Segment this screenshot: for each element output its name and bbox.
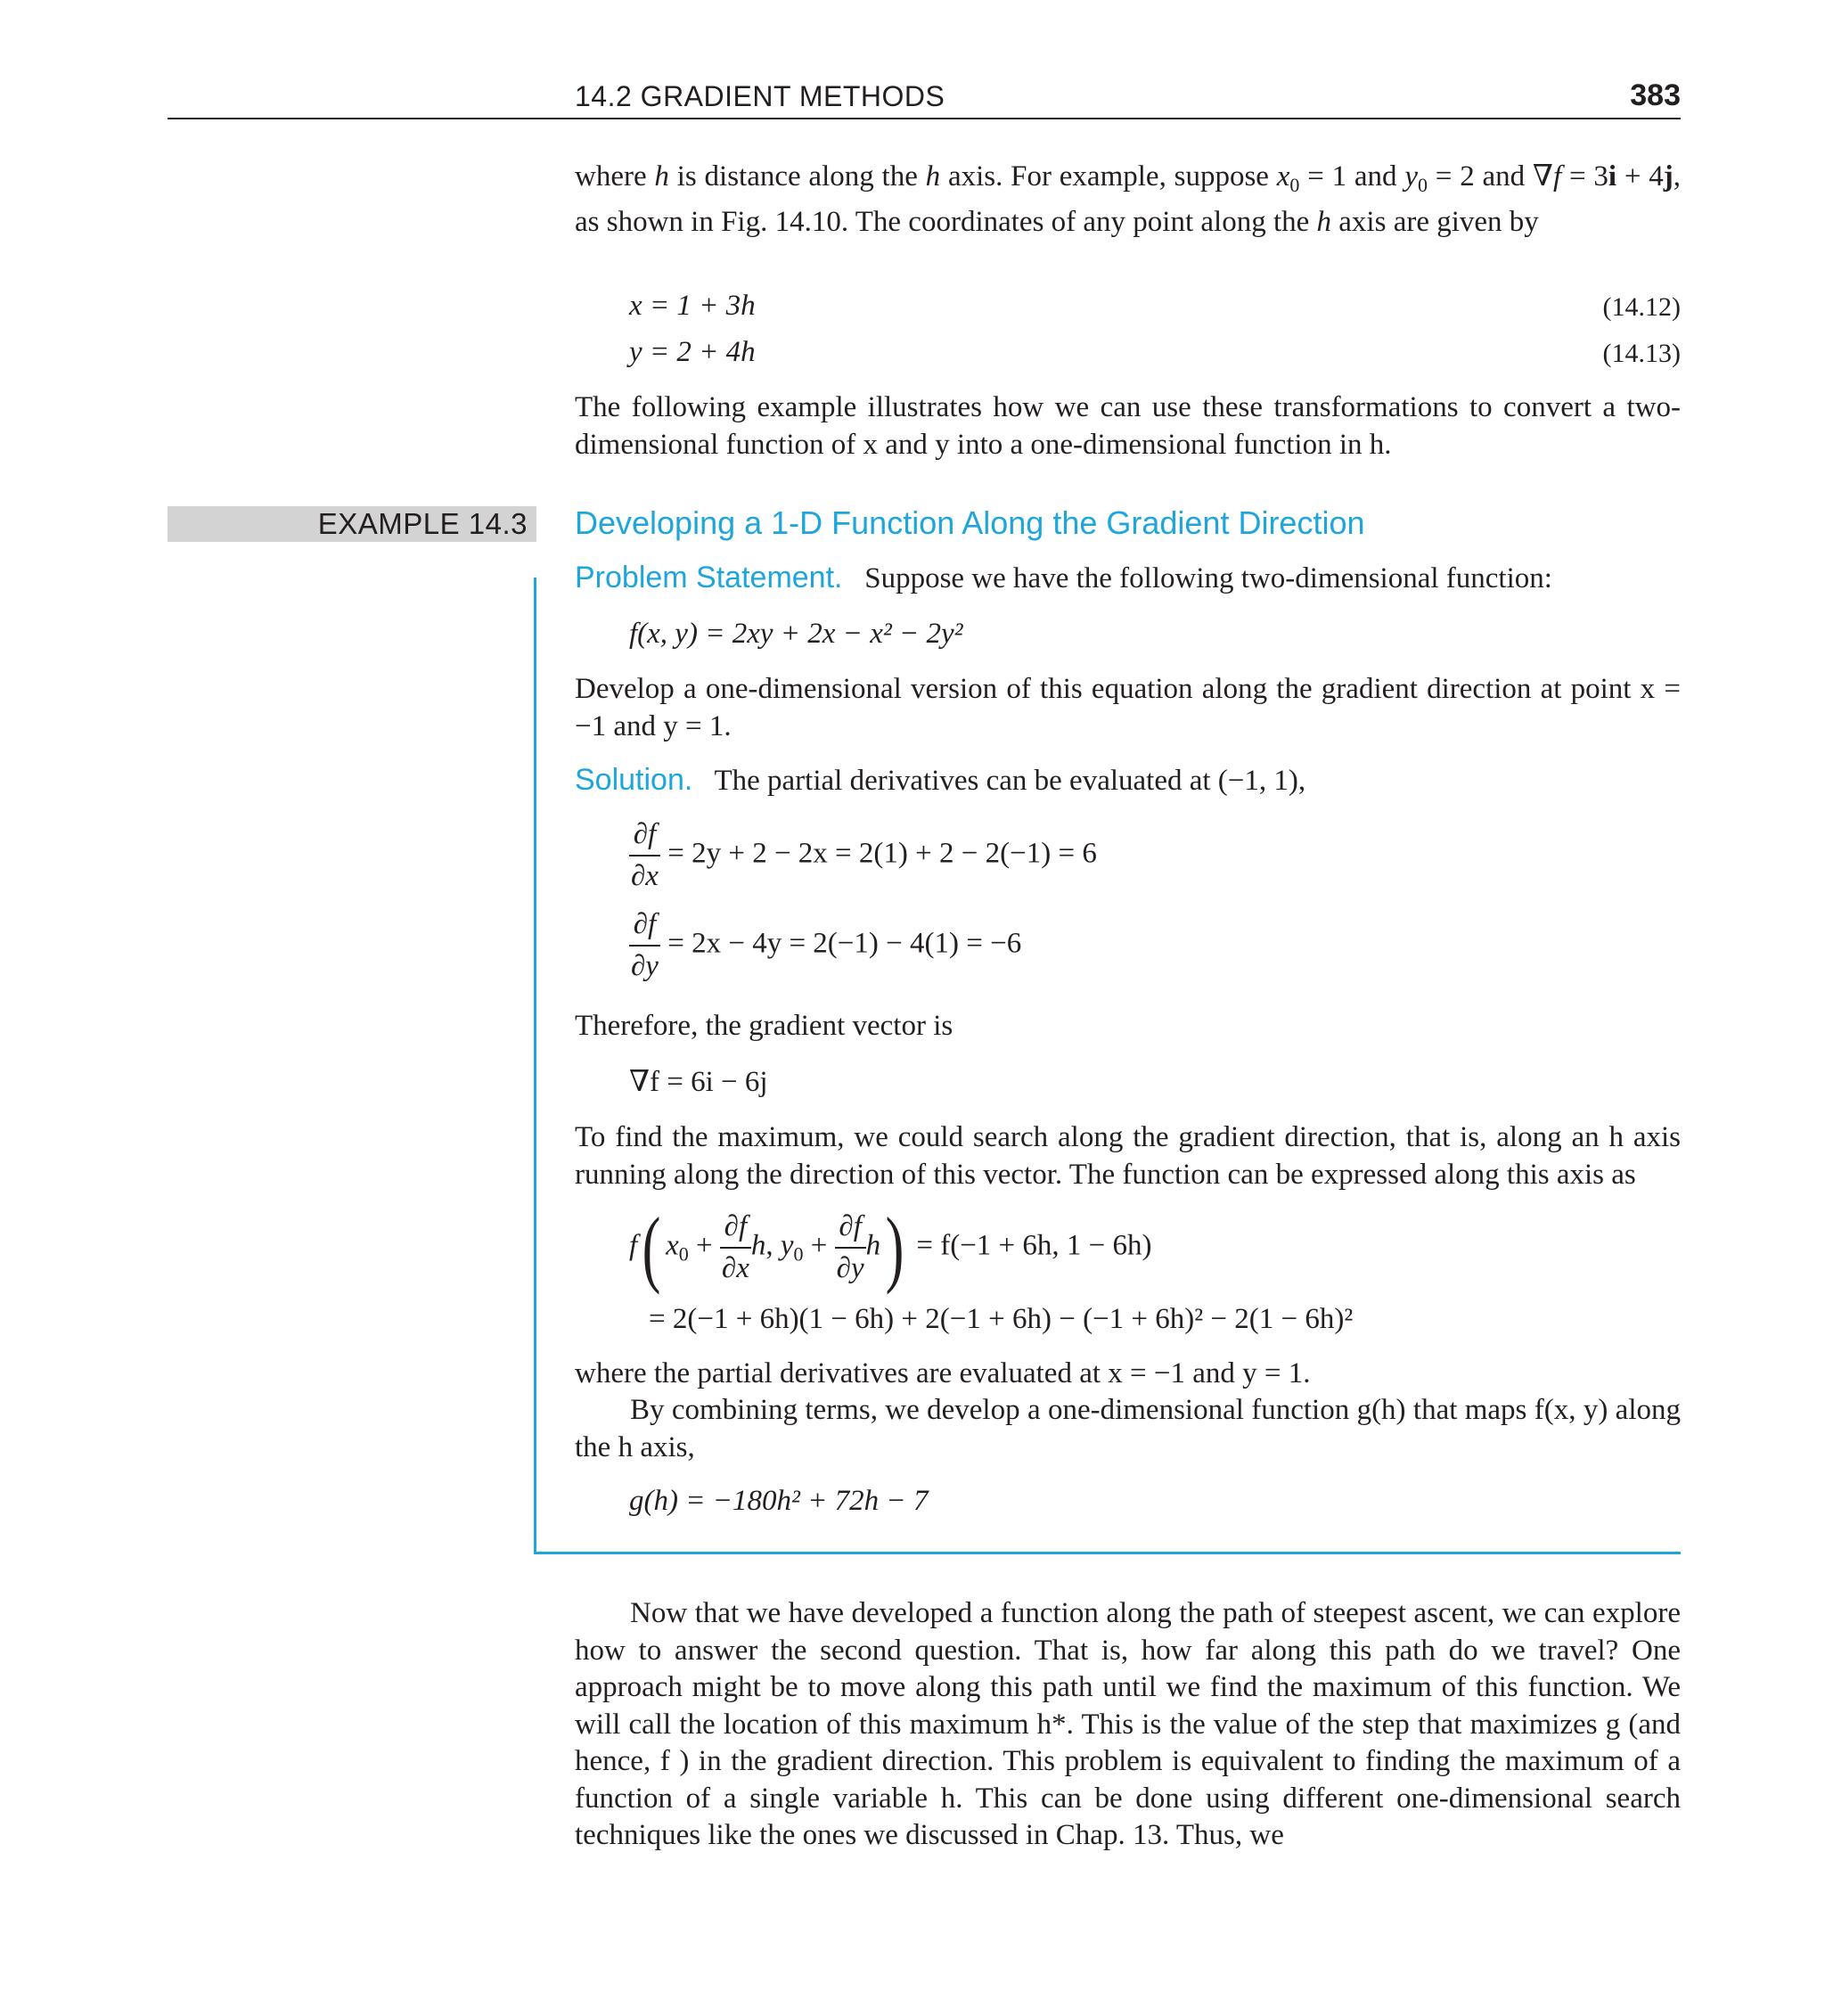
g-of-h-equation: g(h) = −180h² + 72h − 7 [629,1485,929,1517]
function-along-h-axis: f( $x_0$ + $\frac{\partial f}{\partial x}$ h, $y_0$ + $\frac{\partial f}{\partial y}$ h) = f(−1 + 6h, 1 − 6h) [629,1200,1152,1295]
find-maximum-paragraph: To find the maximum, we could search along the gradient direction, that is, along an h axis running along the direction of this vector. The function can be expressed along this axis as [575,1121,1681,1191]
combining-terms-paragraph: By combining terms, we develop a one-dimensional function g(h) that maps f(x, y) along the h axis, [575,1394,1681,1463]
equation-14-12: x = 1 + 3h [629,290,756,322]
problem-statement-label: Problem Statement. [575,561,843,594]
equation-14-13: y = 2 + 4h [629,336,756,368]
where-evaluated-text: where the partial derivatives are evaluated at x = −1 and y = 1. [575,1357,1311,1389]
page-number: 383 [1630,78,1681,112]
example-title: Developing a 1-D Function Along the Gradient Direction [575,504,1365,541]
develop-instruction: Develop a one-dimensional version of this equation along the gradient direction at point x = −1 and y = 1. [575,673,1681,742]
header-rule [168,118,1681,119]
problem-statement: Problem Statement. Suppose we have the following two-dimensional function: [575,561,1552,594]
equation-number-14-12: (14.12) [1602,292,1681,322]
partial-derivative-y: $\frac{\partial f}{\partial y}$ = 2x − 4y = 2(−1) − 4(1) = −6 [631,908,1022,982]
gradient-vector: ∇f = 6i − 6j [629,1066,768,1098]
example-bottom-rule [534,1552,1681,1554]
function-definition: f(x, y) = 2xy + 2x − x² − 2y² [629,618,963,650]
intro-paragraph: where h is distance along the h axis. For example, suppose $x_0 = 1$ and $y_0 = 2$ and ∇f = 3i + 4j, as shown in Fig. 14.10. The coordinates of any point along the h axis are given by [575,160,1681,238]
transformations-paragraph: The following example illustrates how we can use these transformations to convert a two-dimensional function of x and y into a one-dimensional function in h. [575,391,1681,461]
therefore-text: Therefore, the gradient vector is [575,1010,953,1042]
partial-derivative-x: $\frac{\partial f}{\partial x}$ = 2y + 2 − 2x = 2(1) + 2 − 2(−1) = 6 [631,818,1097,892]
solution-intro: Solution. The partial derivatives can be evaluated at (−1, 1), [575,763,1306,797]
function-expansion: = 2(−1 + 6h)(1 − 6h) + 2(−1 + 6h) − (−1 + 6h)² − 2(1 − 6h)² [649,1303,1354,1335]
example-label: EXAMPLE 14.3 [317,507,528,540]
closing-paragraph: Now that we have developed a function along the path of steepest ascent, we can explore how to answer the second question. That is, how far along this path do we travel? One approach might be to move along this path until we find the maximum of this function. We will call the location of this maximum h*. This is the value of the step that maximizes g (and hence, f ) in the gradient direction. This problem is equivalent to finding the maximum of a function of a single variable h. This can be done using different one-dimensional search techniques like the ones we discussed in Chap. 13. Thus, we [575,1597,1681,1851]
equation-number-14-13: (14.13) [1602,339,1681,368]
running-header-section: 14.2 GRADIENT METHODS [575,80,945,112]
solution-label: Solution. [575,763,693,797]
example-left-rule [534,578,536,1554]
